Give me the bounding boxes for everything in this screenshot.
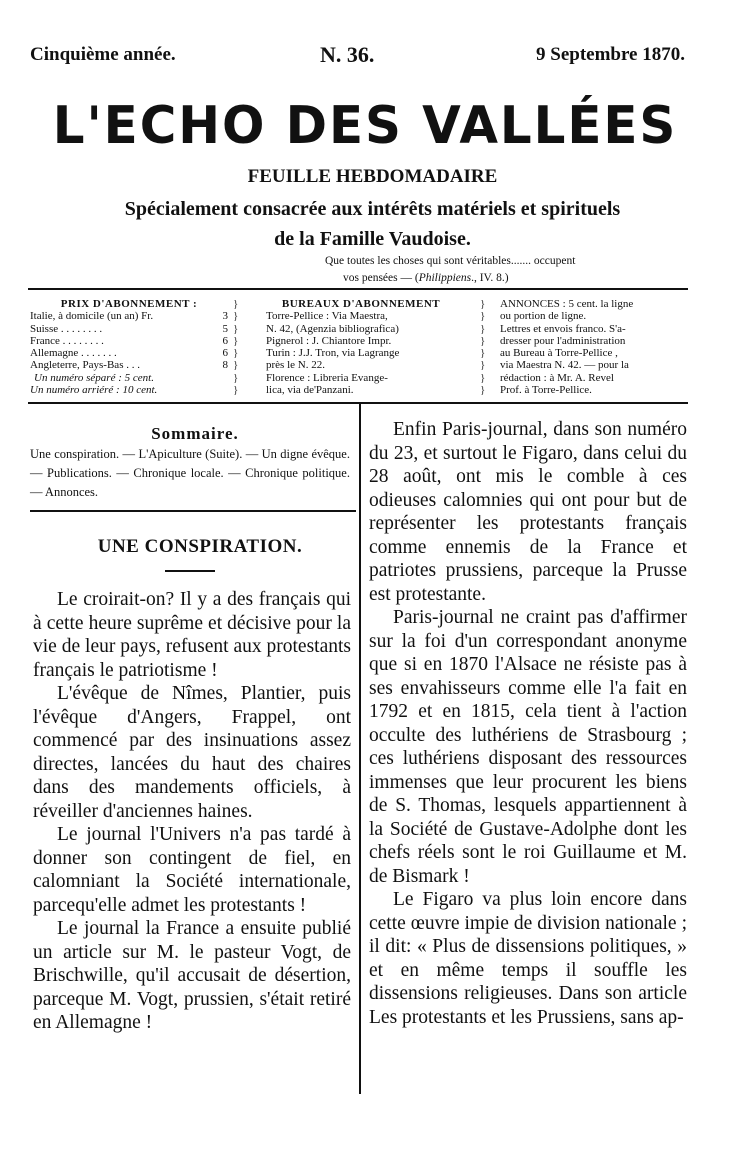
article-paragraph: Le journal l'Univers n'a pas tardé à donner son contingent de fiel, en calomniant la Société internationale, parcequ'elle admet les protestants ! <box>33 824 351 916</box>
advertisement-line: au Bureau à Torre-Pellice , <box>500 347 618 360</box>
brace-divider-1: } } } } } } } } <box>233 298 239 397</box>
office-line: lica, via de'Panzani. <box>266 384 354 397</box>
advertisement-line: ou portion de ligne. <box>500 310 587 323</box>
price-label: Italie, à domicile (un an) Fr. <box>30 310 154 323</box>
prices-heading: PRIX D'ABONNEMENT : <box>60 298 198 310</box>
advertisement-line: rédaction : à Mr. A. Revel <box>500 371 614 384</box>
title-dash <box>165 570 215 572</box>
price-value: 6 <box>222 334 228 347</box>
price-value: 6 <box>222 347 228 360</box>
price-value: 8 <box>222 359 228 372</box>
price-row <box>30 335 228 347</box>
advertisements-list <box>500 298 685 396</box>
epigraph-ref: ., IV. 8.) <box>471 272 509 284</box>
price-list <box>30 310 228 371</box>
price-label: Angleterre, Pays-Bas . . . <box>30 359 140 372</box>
article-paragraph: Paris-journal ne craint pas d'affirmer sur la foi d'un correspondant anonyme que si en 1870 l'Alsace ne résiste pas à ses envahisseurs comme elle l'a fait en 1792 et en 1815, cela tient à l'action occulte des luthériens de Strasbourg ; ces luthériens disposant des ressources immenses que leur procurent les biens de S. Thomas, lesquels appartiennent à la Société de Gustave-Adolphe dont les chefs réels sont le roi Guillaume et M. de Bismark ! <box>369 607 687 887</box>
advertisement-line: dresser pour l'administration <box>500 334 626 347</box>
offices-list <box>266 310 456 396</box>
price-row <box>30 323 228 335</box>
header-rule-top <box>28 288 688 290</box>
epigraph-source: Philippiens <box>418 272 472 284</box>
epigraph-text: vos pensées — ( <box>343 272 419 284</box>
brace-divider-2: } } } } } } } } <box>480 298 486 397</box>
single-issue-price: Un numéro séparé : 5 cent. <box>34 371 154 384</box>
tagline <box>40 194 705 254</box>
article-paragraph: L'évêque de Nîmes, Plantier, puis l'évêque d'Angers, Frappel, ont commencé par des insinuations assez directes, lancées du haut des chaires dans des mandements officiels, à réveiller d'anciennes haines. <box>33 683 351 822</box>
article-title: UNE CONSPIRATION. <box>97 536 303 557</box>
sommaire-rule <box>30 510 356 512</box>
price-label: Allemagne . . . . . . . <box>30 347 117 360</box>
article-left-column <box>33 588 351 1035</box>
office-line: N. 42, (Agenzia bibliografica) <box>266 322 399 335</box>
price-label: Suisse . . . . . . . . <box>30 322 103 335</box>
sommaire-text: Une conspiration. — L'Apiculture (Suite). — Un digne évêque. — Publications. — Chronique locale. — Chronique politique. — Annonces. <box>30 447 350 499</box>
header-rule-bottom <box>28 402 688 404</box>
epigraph-line-1: Que toutes les choses qui sont véritables....... occupent <box>325 255 576 267</box>
price-label: France . . . . . . . . <box>30 334 104 347</box>
issue-date: 9 Septembre 1870. <box>536 44 685 65</box>
epigraph-line-2 <box>325 270 680 287</box>
subscription-prices <box>30 298 228 396</box>
office-line: Turin : J.J. Tron, via Lagrange <box>266 347 400 360</box>
advertisement-line: ANNONCES : 5 cent. la ligne <box>500 298 634 310</box>
article-paragraph: Le Figaro va plus loin encore dans cette œuvre impie de division nationale ; il dit: « Plus de dissensions politiques, » et en même temps il souffle les dissensions religieuses. Dans son article Les protestants et les Prussiens, sans ap- <box>369 889 687 1028</box>
issue-number: N. 36. <box>320 42 375 67</box>
edition-year: Cinquième année. <box>30 44 176 65</box>
masthead-title: L'ECHO DES VALLÉES <box>52 96 678 156</box>
article-paragraph: Le journal la France a ensuite publié un article sur M. le pasteur Vogt, de Brischwille, qu'il accusait de désertion, parceque M. Vogt, prussien, s'était retiré en Allemagne ! <box>33 918 351 1033</box>
office-line: Pignerol : J. Chiantore Impr. <box>266 334 392 347</box>
sommaire-title: Sommaire. <box>151 424 239 443</box>
office-line: Florence : Libreria Evange- <box>266 371 388 384</box>
back-issue-price: Un numéro arriéré : 10 cent. <box>30 384 158 397</box>
subscription-offices <box>266 298 456 396</box>
advertisement-line: Lettres et envois franco. S'a- <box>500 322 626 335</box>
advertisement-line: Prof. à Torre-Pellice. <box>500 384 592 397</box>
price-value: 3 <box>222 310 228 323</box>
tagline-line-2: de la Famille Vaudoise. <box>274 228 471 250</box>
price-row <box>30 347 228 359</box>
price-value: 5 <box>222 322 228 335</box>
epigraph <box>325 253 680 287</box>
column-rule <box>359 404 361 1094</box>
tagline-line-1: Spécialement consacrée aux intérêts matériels et spirituels <box>124 198 621 220</box>
office-line: près le N. 22. <box>266 359 325 372</box>
price-row <box>30 359 228 371</box>
price-row <box>30 310 228 322</box>
article-paragraph: Le croirait-on? Il y a des français qui à cette heure suprême et décisive pour la vie de leur pays, refusent aux protestants français le patriotisme ! <box>33 589 351 681</box>
subtitle: FEUILLE HEBDOMADAIRE <box>247 166 498 187</box>
offices-heading: BUREAUX D'ABONNEMENT <box>281 298 441 310</box>
article-right-column <box>369 418 687 1029</box>
advertisements-info <box>500 298 685 396</box>
article-paragraph: Enfin Paris-journal, dans son numéro du 23, et surtout le Figaro, dans celui du 28 août, ont mis le comble à ces odieuses calomnies qui ont pour but de représenter les protestants français comme ennemis de la France et patriotes prussiens, parceque la Prusse est protestante. <box>369 419 687 605</box>
office-line: Torre-Pellice : Via Maestra, <box>266 310 388 323</box>
advertisement-line: via Maestra N. 42. — pour la <box>500 359 629 372</box>
